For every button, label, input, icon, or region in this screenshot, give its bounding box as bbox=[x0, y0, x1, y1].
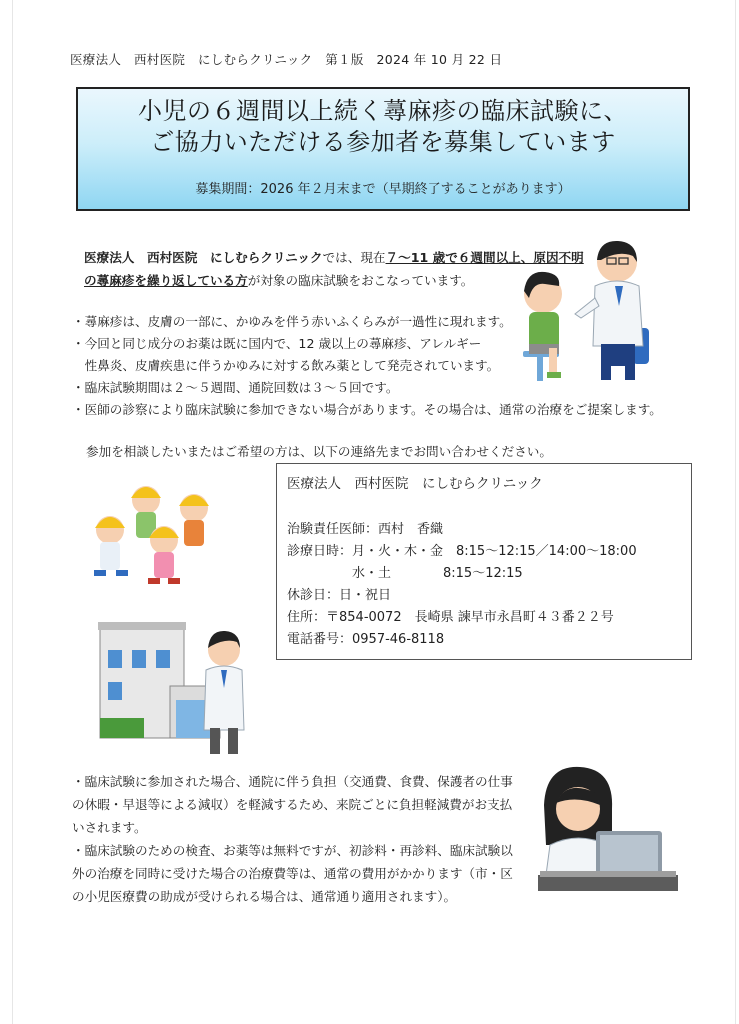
title-line-1: 小児の６週間以上続く蕁麻疹の臨床試験に、 bbox=[138, 97, 628, 125]
bottom-line: ・臨床試験に参加された場合、通院に伴う負担（交通費、食費、保護者の仕事 bbox=[72, 774, 513, 789]
bullet-item: 性鼻炎、皮膚疾患に伴うかゆみに対する飲み薬として発売されています。 bbox=[72, 358, 500, 373]
bottom-line: いされます。 bbox=[72, 820, 147, 835]
intro-clinic-name: 医療法人 西村医院 にしむらクリニック bbox=[84, 250, 323, 265]
children-illustration bbox=[84, 472, 224, 592]
bottom-line: の小児医療費の助成が受けられる場合は、通常通り適用されます）。 bbox=[72, 889, 457, 904]
contact-hours-weekday: 診療日時：月・火・木・金 8:15～12:15／14:00～18:00 bbox=[287, 544, 637, 559]
bullet-item: ・臨床試験期間は２～５週間、通院回数は３～５回です。 bbox=[72, 380, 399, 395]
bottom-line: の休暇・早退等による減収）を軽減するため、来院ごとに負担軽減費がお支払 bbox=[72, 797, 513, 812]
contact-clinic-name: 医療法人 西村医院 にしむらクリニック bbox=[287, 476, 543, 492]
bottom-line: ・臨床試験のための検査、お薬等は無料ですが、初診料・再診料、臨床試験以 bbox=[72, 843, 513, 858]
recruitment-period: 募集期間：2026 年２月末まで（早期終了することがあります） bbox=[195, 182, 571, 197]
contact-closed-days: 休診日：日・祝日 bbox=[287, 588, 392, 603]
intro-target-2: の蕁麻疹を繰り返している方 bbox=[84, 273, 248, 288]
intro-target-1: ７～11 歳で６週間以上、原因不明 bbox=[385, 250, 584, 265]
contact-doctor: 治験責任医師：西村 香織 bbox=[287, 522, 444, 537]
bullet-item: ・蕁麻疹は、皮膚の一部に、かゆみを伴う赤いふくらみが一過性に現れます。 bbox=[72, 314, 512, 329]
title-box bbox=[76, 87, 690, 211]
bullet-item: ・今回と同じ成分のお薬は既に国内で、12 歳以上の蕁麻疹、アレルギー bbox=[72, 336, 482, 351]
contact-address: 住所：〒854-0072 長崎県 諫早市永昌町４３番２２号 bbox=[287, 610, 614, 625]
contact-prompt: 参加を相談したいまたはご希望の方は、以下の連絡先までお問い合わせください。 bbox=[86, 444, 552, 459]
bottom-line: 外の治療を同時に受けた場合の治療費等は、通常の費用がかかります（市・区 bbox=[72, 866, 513, 881]
title-line-2: ご協力いただける参加者を募集しています bbox=[150, 128, 616, 156]
doctor-child-illustration bbox=[515, 236, 665, 386]
intro-text-1: では、現在 bbox=[322, 250, 386, 265]
bullet-item: ・医師の診察により臨床試験に参加できない場合があります。その場合は、通常の治療をご提案します。 bbox=[72, 402, 662, 417]
contact-box bbox=[276, 463, 692, 660]
clinic-building-illustration bbox=[94, 618, 254, 763]
contact-hours-weekend: 水・土 8:15～12:15 bbox=[287, 566, 523, 581]
contact-phone: 電話番号：0957-46-8118 bbox=[287, 632, 445, 647]
document-header: 医療法人 西村医院 にしむらクリニック 第１版 2024 年 10 月 22 日 bbox=[70, 52, 503, 67]
intro-text-2: が対象の臨床試験をおこなっています。 bbox=[247, 273, 474, 288]
staff-laptop-illustration bbox=[536, 765, 686, 900]
